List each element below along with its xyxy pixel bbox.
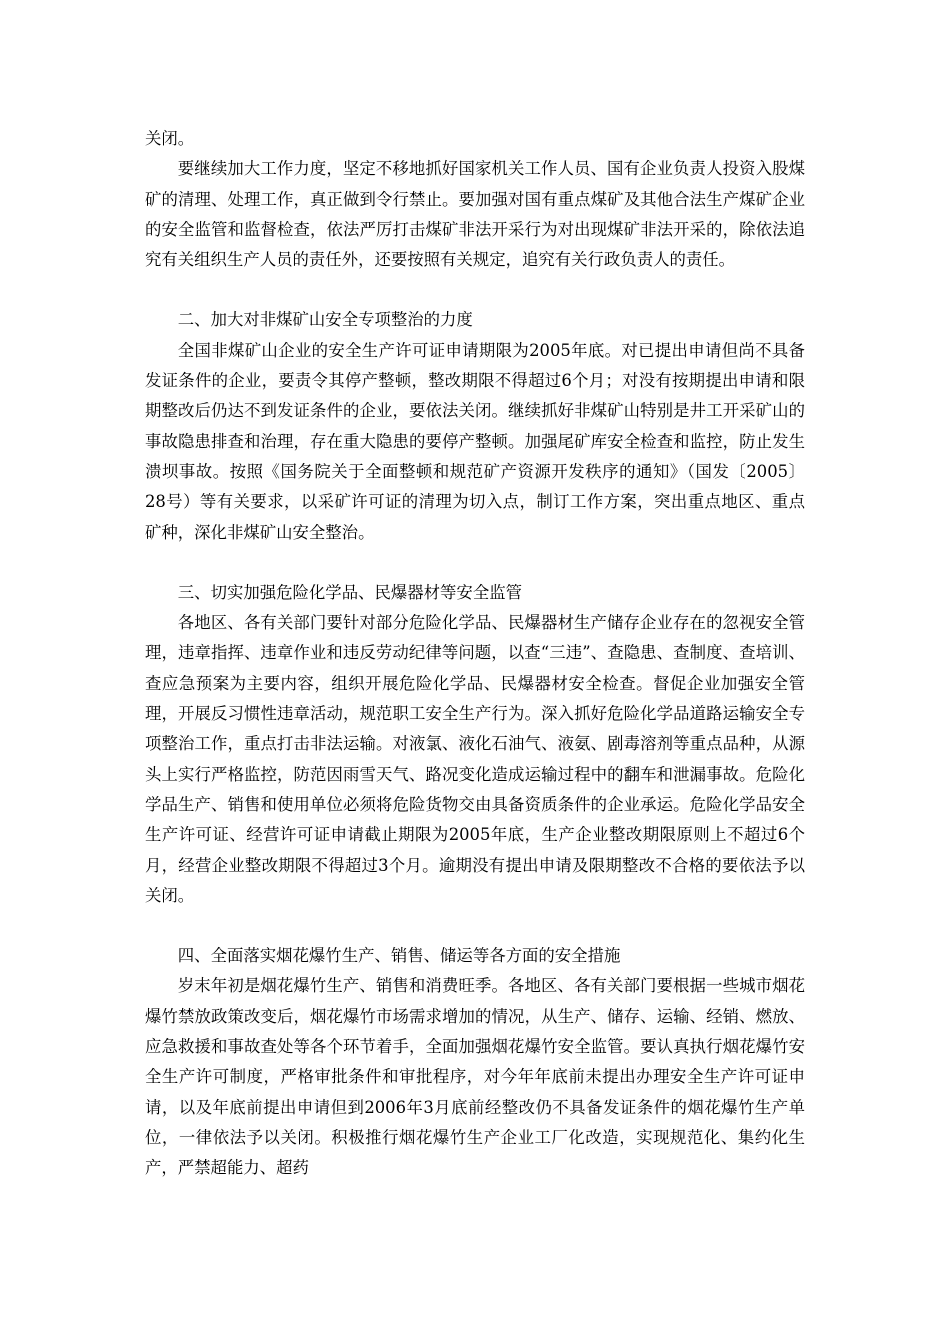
document-body [145, 124, 805, 1184]
section-heading-3: 三、切实加强危险化学品、民爆器材等安全监管 [177, 582, 522, 602]
paragraph-fireworks: 岁末年初是烟花爆竹生产、销售和消费旺季。各地区、各有关部门要根据一些城市烟花爆竹禁放政策改变后，烟花爆竹市场需求增加的情况，从生产、储存、运输、经销、燃放、应急救援和事故查处等各个环节着手，全面加强烟花爆竹安全监管。要认真执行烟花爆竹安全生产许可制度，严格审批条件和审批程序，对今年年底前未提出办理安全生产许可证申请，以及年底前提出申请但到2006年3月底前经整改仍不具备发证条件的烟花爆竹生产单位，一律依法予以关闭。积极推行烟花爆竹生产企业工厂化改造，实现规范化、集约化生产，严禁超能力、超药 [145, 976, 805, 1178]
paragraph-closing: 关闭。 [145, 129, 195, 148]
paragraph-coal-mine-cleanup: 要继续加大工作力度，坚定不移地抓好国家机关工作人员、国有企业负责人投资入股煤矿的清理、处理工作，真正做到令行禁止。要加强对国有重点煤矿及其他合法生产煤矿企业的安全监管和监督检查，依法严厉打击煤矿非法开采行为对出现煤矿非法开采的，除依法追究有关组织生产人员的责任外，还要按照有关规定，追究有关行政负责人的责任。 [145, 159, 805, 270]
paragraph-non-coal-mines: 全国非煤矿山企业的安全生产许可证申请期限为2005年底。对已提出申请但尚不具备发证条件的企业，要责令其停产整顿，整改期限不得超过6个月；对没有按期提出申请和限期整改后仍达不到发证条件的企业，要依法关闭。继续抓好非煤矿山特别是井工开采矿山的事故隐患排查和治理，存在重大隐患的要停产整顿。加强尾矿库安全检查和监控，防止发生溃坝事故。按照《国务院关于全面整顿和规范矿产资源开发秩序的通知》（国发〔2005〕28号）等有关要求，以采矿许可证的清理为切入点，制订工作方案，突出重点地区、重点矿种，深化非煤矿山安全整治。 [145, 340, 805, 542]
section-heading-4: 四、全面落实烟花爆竹生产、销售、储运等各方面的安全措施 [177, 946, 621, 966]
section-heading-2: 二、加大对非煤矿山安全专项整治的力度 [177, 310, 473, 330]
paragraph-hazardous-chemicals: 各地区、各有关部门要针对部分危险化学品、民爆器材生产储存企业存在的忽视安全管理，违章指挥、违章作业和违反劳动纪律等问题，以查“三违”、查隐患、查制度、查培训、查应急预案为主要内容，组织开展危险化学品、民爆器材安全检查。督促企业加强安全管理，开展反习惯性违章活动，规范职工安全生产行为。深入抓好危险化学品道路运输安全专项整治工作，重点打击非法运输。对液氯、液化石油气、液氨、剧毒溶剂等重点品种，从源头上实行严格监控，防范因雨雪天气、路况变化造成运输过程中的翻车和泄漏事故。危险化学品生产、销售和使用单位必须将危险货物交由具备资质条件的企业承运。危险化学品安全生产许可证、经营许可证申请截止期限为2005年底，生产企业整改期限原则上不超过6个月，经营企业整改期限不得超过3个月。逾期没有提出申请及限期整改不合格的要依法予以关闭。 [145, 613, 805, 905]
